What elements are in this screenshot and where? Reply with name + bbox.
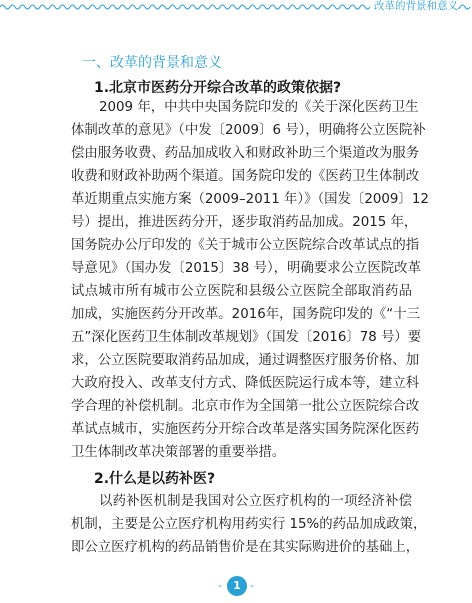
question-heading: 2.什么是以药补医? — [94, 471, 216, 487]
paragraph-line: 号）提出，推进医药分开，逐步取消药品加成。2015 年， — [71, 215, 418, 230]
paragraph-line: 五”深化医药卫生体制改革规划》（国发〔2016〕78 号）要 — [71, 330, 422, 345]
paragraph-line: 收费和财政补助两个渠道。国务院印发的《医药卫生体制改 — [71, 169, 420, 184]
paragraph-line: 学合理的补偿机制。北京市作为全国第一批公立医院综合改 — [71, 399, 420, 414]
paragraph-line: 革试点城市，实施医药分开综合改革是落实国务院深化医药 — [71, 422, 420, 437]
paragraph-line: 求，公立医院要取消药品加成，通过调整医疗服务价格、加 — [71, 353, 420, 368]
paragraph-line: 2009 年，中共中央国务院印发的《关于深化医药卫生 — [99, 100, 419, 115]
paragraph-line: 卫生体制改革决策部署的重要举措。 — [71, 445, 286, 460]
paragraph-line: 革近期重点实施方案（2009–2011 年）》（国发〔2009〕12 — [71, 192, 429, 207]
page-number: 1 — [227, 576, 247, 596]
question-heading: 1.北京市医药分开综合改革的政策依据? — [94, 80, 342, 96]
section-heading: 一、改革的背景和意义 — [82, 55, 222, 71]
page-dash-left: - — [218, 579, 222, 592]
paragraph-line: 即公立医疗机构的药品销售价是在其实际购进价的基础上， — [71, 540, 420, 555]
paragraph-line: 导意见》（国办发〔2015〕38 号），明确要求公立医院改革 — [71, 261, 421, 276]
paragraph-line: 大政府投入、改革支付方式、降低医院运行成本等，建立科 — [71, 376, 420, 391]
paragraph-line: 体制改革的意见》（中发〔2009〕6 号），明确将公立医院补 — [71, 123, 426, 138]
paragraph-line: 机制，主要是公立医疗机构用药实行 15%的药品加成政策， — [71, 517, 427, 532]
paragraph-line: 国务院办公厅印发的《关于城市公立医院综合改革试点的指 — [71, 238, 420, 253]
page-dash-right: - — [250, 579, 254, 592]
paragraph-line: 加成，实施医药分开改革。2016年，国务院印发的《“十三 — [71, 307, 420, 322]
paragraph-line: 以药补医机制是我国对公立医疗机构的一项经济补偿 — [99, 494, 412, 509]
paragraph-line: 偿由服务收费、药品加成收入和财政补助三个渠道改为服务 — [71, 146, 420, 161]
running-header-title: 改革的背景和意义 — [370, 0, 458, 14]
page-number-footer — [0, 574, 472, 598]
paragraph-line: 试点城市所有城市公立医院和县级公立医院全部取消药品 — [71, 284, 412, 299]
